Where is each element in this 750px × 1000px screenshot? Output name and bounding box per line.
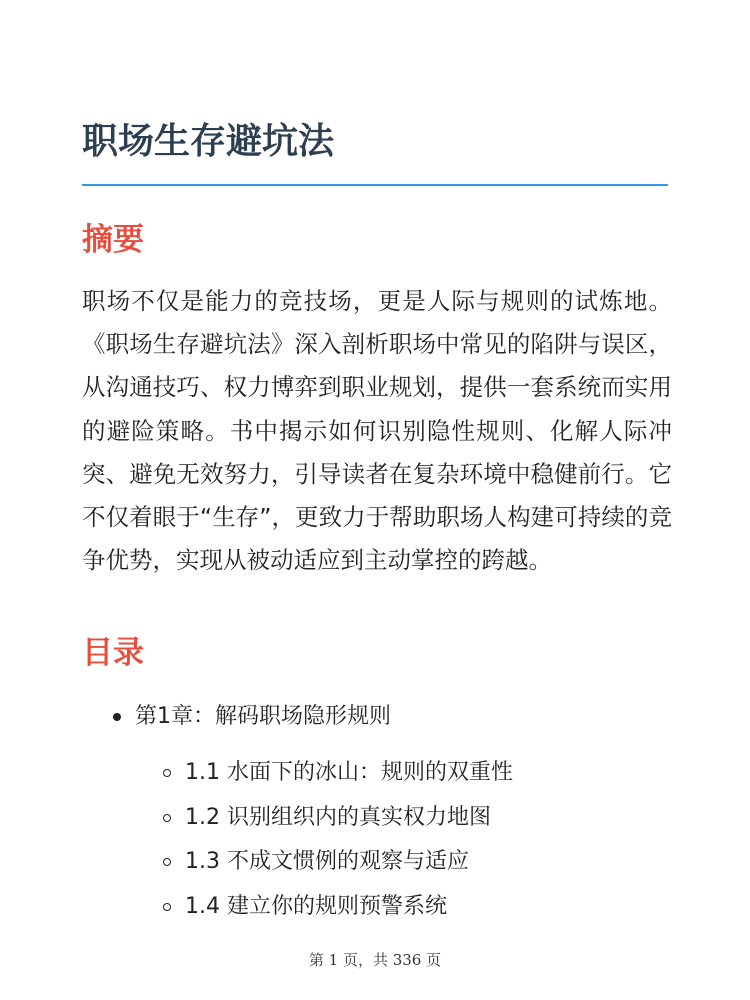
- toc-section-item: [163, 796, 491, 840]
- toc-heading: 目录: [82, 635, 144, 671]
- abstract-heading: 摘要: [82, 222, 144, 258]
- toc-section-label: 1.2 识别组织内的真实权力地图: [185, 805, 491, 830]
- toc-section-label: 1.1 水面下的冰山：规则的双重性: [185, 760, 513, 785]
- toc-section-item: [163, 751, 513, 795]
- document-title: 职场生存避坑法: [82, 121, 335, 162]
- toc-section-label: 1.4 建立你的规则预警系统: [185, 894, 447, 919]
- toc-chapter-label: 第1章：解码职场隐形规则: [135, 704, 391, 729]
- bullet-circle-icon: [163, 814, 171, 822]
- toc-section-item: [163, 885, 447, 929]
- bullet-circle-icon: [163, 903, 171, 911]
- bullet-circle-icon: [163, 769, 171, 777]
- bullet-disc-icon: [113, 713, 121, 721]
- toc-section-item: [163, 840, 469, 884]
- abstract-text: 职场不仅是能力的竞技场，更是人际与规则的试炼地。《职场生存避坑法》深入剖析职场中常见的陷阱与误区，从沟通技巧、权力博弈到职业规划，提供一套系统而实用的避险策略。书中揭示如何识别隐性规则、化解人际冲突、避免无效努力，引导读者在复杂环境中稳健前行。它不仅着眼于“生存”，更致力于帮助职场人构建可持续的竞争优势，实现从被动适应到主动掌控的跨越。: [82, 287, 672, 575]
- bullet-circle-icon: [163, 858, 171, 866]
- toc-section-label: 1.3 不成文惯例的观察与适应: [185, 849, 469, 874]
- toc-chapter-item: [113, 695, 391, 739]
- title-divider: [82, 184, 668, 186]
- page-number-footer: 第 1 页，共 336 页: [308, 951, 442, 969]
